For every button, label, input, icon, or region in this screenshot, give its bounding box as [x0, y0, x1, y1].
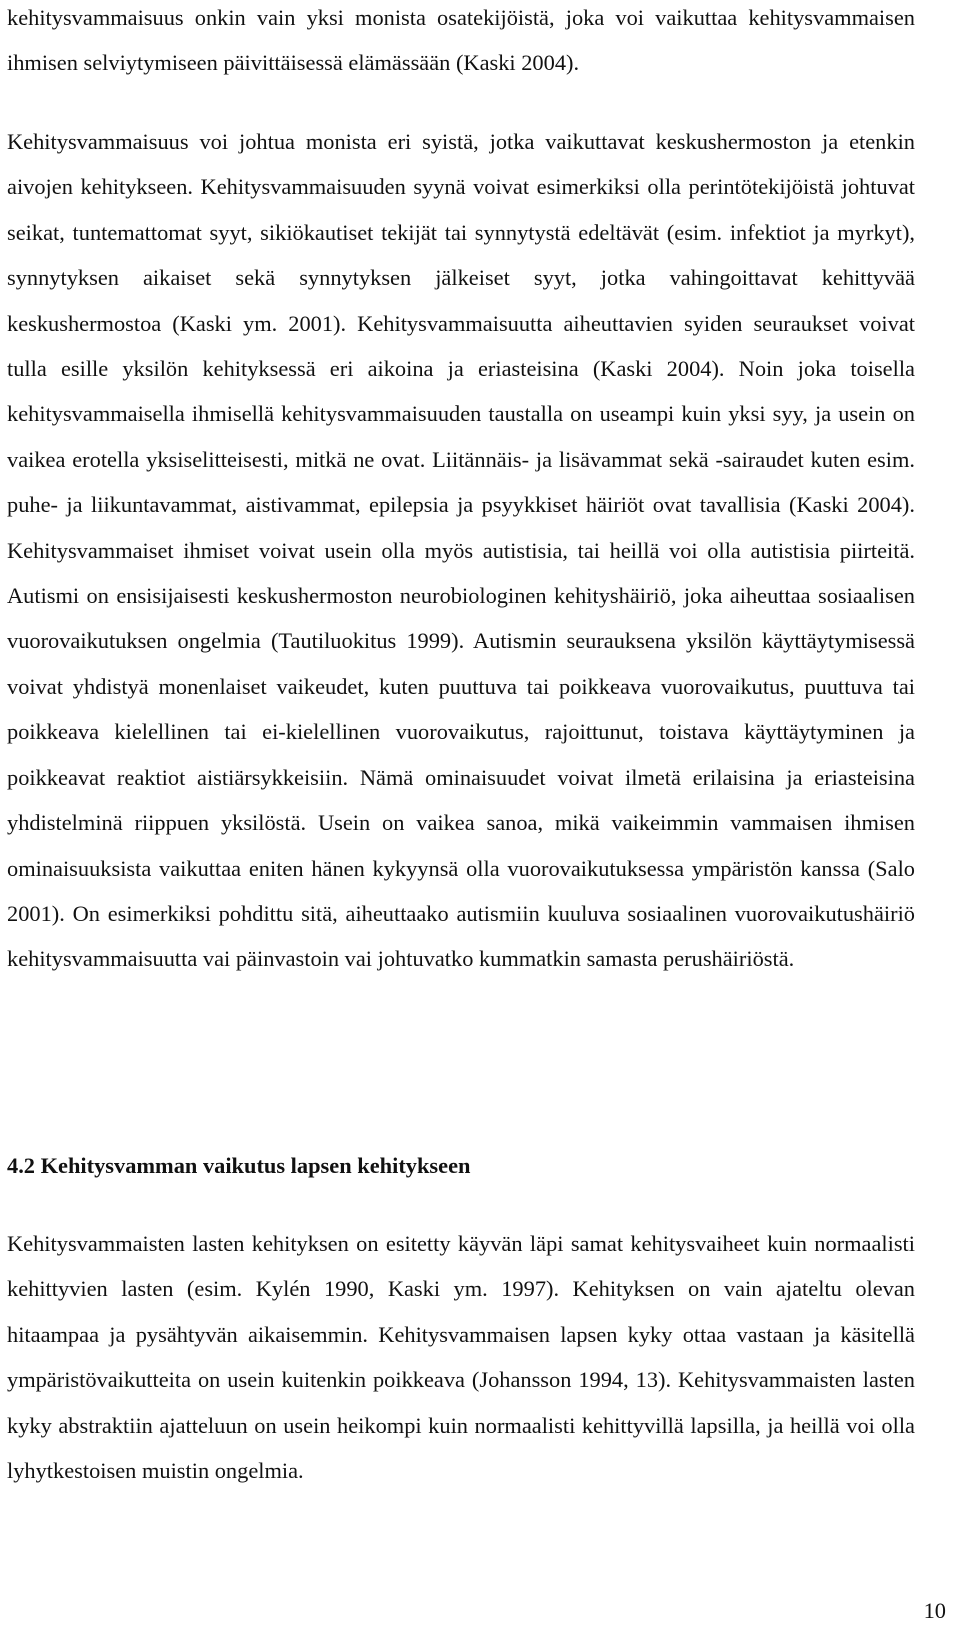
- paragraph-development: Kehitysvammaisten lasten kehityksen on esitetty käyvän läpi samat kehitysvaiheet kuin normaalisti kehittyvien lasten (esim. Kylén 1990, Kaski ym. 1997). Kehityksen on vain ajateltu olevan hitaampaa ja pysähtyvän aikaisemmin. Kehitysvammaisen lapsen kyky ottaa vastaan ja käsitellä ympäristövaikutteita on usein kuitenkin poikkeava (Johansson 1994, 13). Kehitysvammaisten lasten kyky abstraktiin ajatteluun on usein heikompi kuin normaalisti kehittyvillä lapsilla, ja heillä voi olla lyhytkestoisen muistin ongelmia.: [7, 1231, 915, 1484]
- page-number: 10: [923, 1598, 946, 1623]
- section-number: 4.2: [7, 1153, 35, 1178]
- section-title: Kehitysvamman vaikutus lapsen kehitykseen: [40, 1153, 471, 1178]
- paragraph-intro: kehitysvammaisuus onkin vain yksi monista osatekijöistä, joka voi vaikuttaa kehitysvammaisen ihmisen selviytymiseen päivittäisessä elämässään (Kaski 2004).: [7, 5, 915, 76]
- paragraph-causes: Kehitysvammaisuus voi johtua monista eri syistä, jotka vaikuttavat keskushermoston ja etenkin aivojen kehitykseen. Kehitysvammaisuuden syynä voivat esimerkiksi olla perintötekijöistä johtuvat seikat, tuntemattomat syyt, sikiökautiset tekijät tai synnytystä edeltävät (esim. infektiot ja myrkyt), synnytyksen aikaiset sekä synnytyksen jälkeiset syyt, jotka vahingoittavat kehittyvää keskushermostoa (Kaski ym. 2001). Kehitysvammaisuutta aiheuttavien syiden seuraukset voivat tulla esille yksilön kehityksessä eri aikoina ja eriasteisina (Kaski 2004). Noin joka toisella kehitysvammaisella ihmisellä kehitysvammaisuuden taustalla on useampi kuin yksi syy, ja usein on vaikea erotella yksiselitteisesti, mitkä ne ovat. Liitännäis- ja lisävammat sekä -sairaudet kuten esim. puhe- ja liikuntavammat, aistivammat, epilepsia ja psyykkiset häiriöt ovat tavallisia (Kaski 2004). Kehitysvammaiset ihmiset voivat usein olla myös autistisia, tai heillä voi olla autistisia piirteitä. Autismi on ensisijaisesti keskushermoston neurobiologinen kehityshäiriö, joka aiheuttaa sosiaalisen vuorovaikutuksen ongelmia (Tautiluokitus 1999). Autismin seurauksena yksilön käyttäytymisessä voivat yhdistyä monenlaiset vaikeudet, kuten puuttuva tai poikkeava vuorovaikutus, puuttuva tai poikkeava kielellinen tai ei-kielellinen vuorovaikutus, rajoittunut, toistava käyttäytyminen ja poikkeavat reaktiot aistiärsykkeisiin. Nämä ominaisuudet voivat ilmetä erilaisina ja eriasteisina yhdistelminä riippuen yksilöstä. Usein on vaikea sanoa, mikä vaikeimmin vammaisen ihmisen ominaisuuksista vaikuttaa eniten hänen kykyynsä olla vuorovaikutuksessa ympäristön kanssa (Salo 2001). On esimerkiksi pohdittu sitä, aiheuttaako autismiin kuuluva sosiaalinen vuorovaikutushäiriö kehitysvammaisuutta vai päinvastoin vai johtuvatko kummatkin samasta perushäiriöstä.: [7, 129, 915, 972]
- section-heading: [7, 1143, 470, 1188]
